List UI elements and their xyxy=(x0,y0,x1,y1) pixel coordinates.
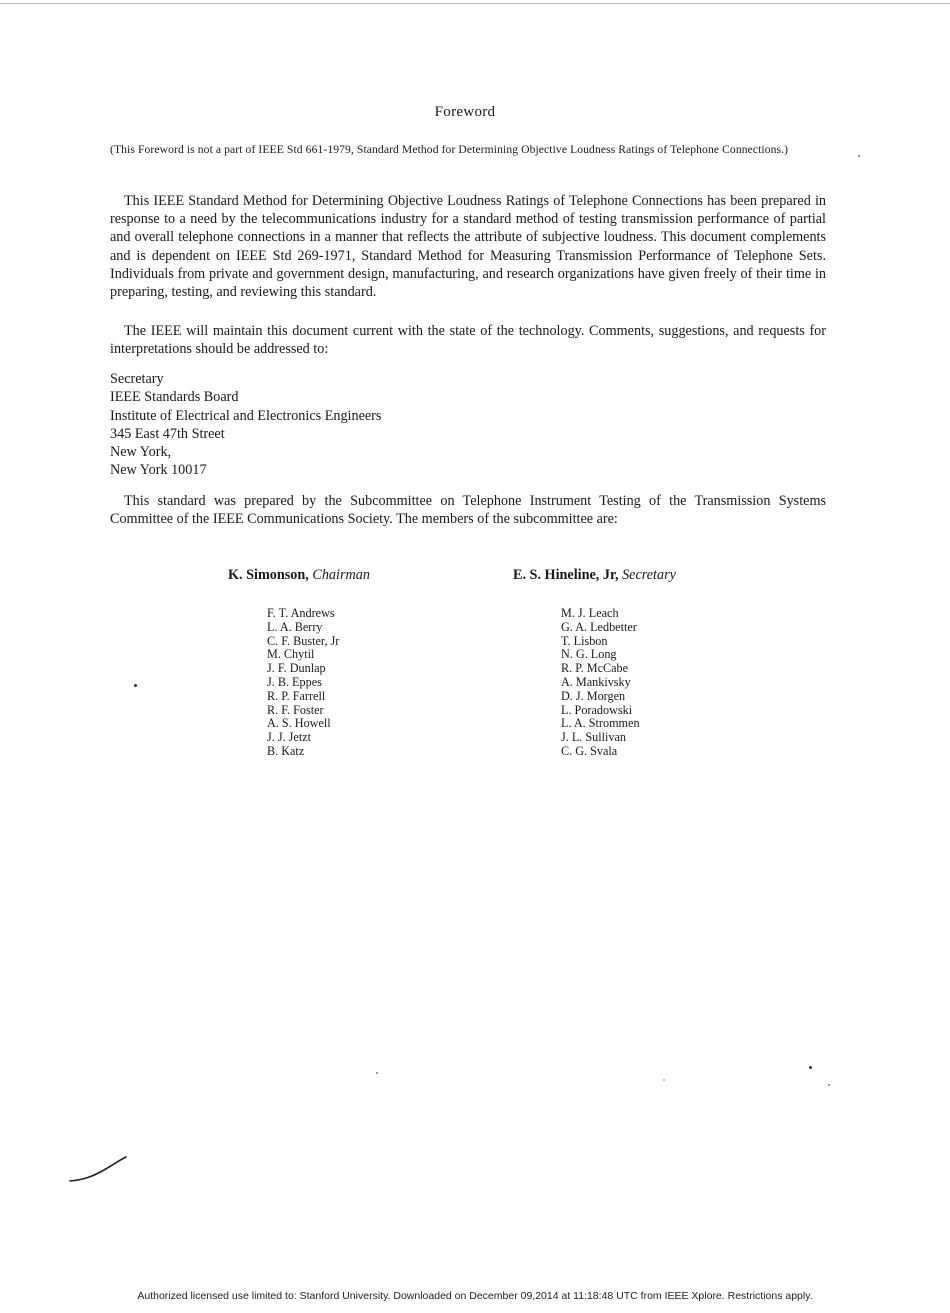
secretary-role: Secretary xyxy=(622,567,676,583)
mailing-address xyxy=(110,370,381,480)
scan-speck xyxy=(134,684,137,687)
address-line: IEEE Standards Board xyxy=(110,389,239,406)
member-name: G. A. Ledbetter xyxy=(561,619,637,634)
chairman-role: Chairman xyxy=(312,567,370,583)
address-line: Secretary xyxy=(110,371,164,387)
member-name: R. P. Farrell xyxy=(267,688,326,703)
chairman-heading xyxy=(228,567,370,584)
member-name: L. Poradowski xyxy=(561,702,633,717)
pen-stroke-mark xyxy=(68,1155,128,1185)
member-name: A. Mankivsky xyxy=(561,674,631,689)
address-line: New York, xyxy=(110,444,172,461)
scan-speck xyxy=(858,155,860,157)
secretary-heading xyxy=(513,567,676,584)
page-title: Foreword xyxy=(434,104,496,120)
footer-license-notice: Authorized licensed use limited to: Stanford University. Downloaded on December 09,2014 at 11:18:48 UTC from IEEE Xplore. Restrictions apply. xyxy=(137,1290,813,1302)
secretary-name: E. S. Hineline, Jr, xyxy=(513,567,619,583)
address-line: New York 10017 xyxy=(110,462,207,479)
intro-paragraph: This IEEE Standard Method for Determining Objective Loudness Ratings of Telephone Connections has been prepared in response to a need by the telecommunications industry for a standard method of testing transmission performance of partial and overall telephone connections in a manner that reflects the attribute of subjective loudness. This document complements and is dependent on IEEE Std 269-1971, Standard Method for Measuring Transmission Performance of Telephone Sets. Individuals from private and government design, manufacturing, and research organizations have given freely of their time in preparing, testing, and reviewing this standard. xyxy=(110,193,826,301)
member-name: R. P. McCabe xyxy=(561,661,629,676)
maintenance-paragraph: The IEEE will maintain this document current with the state of the technology. Comments, suggestions, and requests for interpretations should be addressed to: xyxy=(110,323,826,358)
member-name: J. J. Jetzt xyxy=(267,730,312,745)
member-name: J. L. Sullivan xyxy=(561,730,627,745)
subcommittee-paragraph: This standard was prepared by the Subcommittee on Telephone Instrument Testing of the Transmission Systems Committee of the IEEE Communications Society. The members of the subcommittee are: xyxy=(110,493,826,528)
chairman-name: K. Simonson, xyxy=(228,567,309,583)
member-name: J. B. Eppes xyxy=(267,674,322,689)
top-rule xyxy=(0,3,950,4)
scan-speck xyxy=(376,1072,378,1074)
member-name: L. A. Strommen xyxy=(561,716,640,731)
scan-speck xyxy=(809,1066,812,1069)
member-name: A. S. Howell xyxy=(267,716,331,731)
member-name: B. Katz xyxy=(267,743,305,758)
members-list-left xyxy=(267,607,339,759)
member-name: M. Chytil xyxy=(267,647,315,662)
members-list-right xyxy=(561,607,640,759)
member-name: L. A. Berry xyxy=(267,619,323,634)
member-name: T. Lisbon xyxy=(561,633,608,648)
member-name: J. F. Dunlap xyxy=(267,661,326,676)
member-name: M. J. Leach xyxy=(561,606,619,620)
member-name: R. F. Foster xyxy=(267,702,324,717)
scan-speck xyxy=(663,1079,665,1081)
address-line: Institute of Electrical and Electronics Engineers xyxy=(110,407,382,424)
member-name: F. T. Andrews xyxy=(267,606,335,620)
member-name: C. G. Svala xyxy=(561,743,618,758)
scan-speck xyxy=(828,1084,830,1086)
member-name: N. G. Long xyxy=(561,647,617,662)
member-name: C. F. Buster, Jr xyxy=(267,633,340,648)
member-name: D. J. Morgen xyxy=(561,688,626,703)
foreword-note: (This Foreword is not a part of IEEE Std 661-1979, Standard Method for Determining Objective Loudness Ratings of Telephone Connections.) xyxy=(110,143,789,156)
address-line: 345 East 47th Street xyxy=(110,425,225,442)
